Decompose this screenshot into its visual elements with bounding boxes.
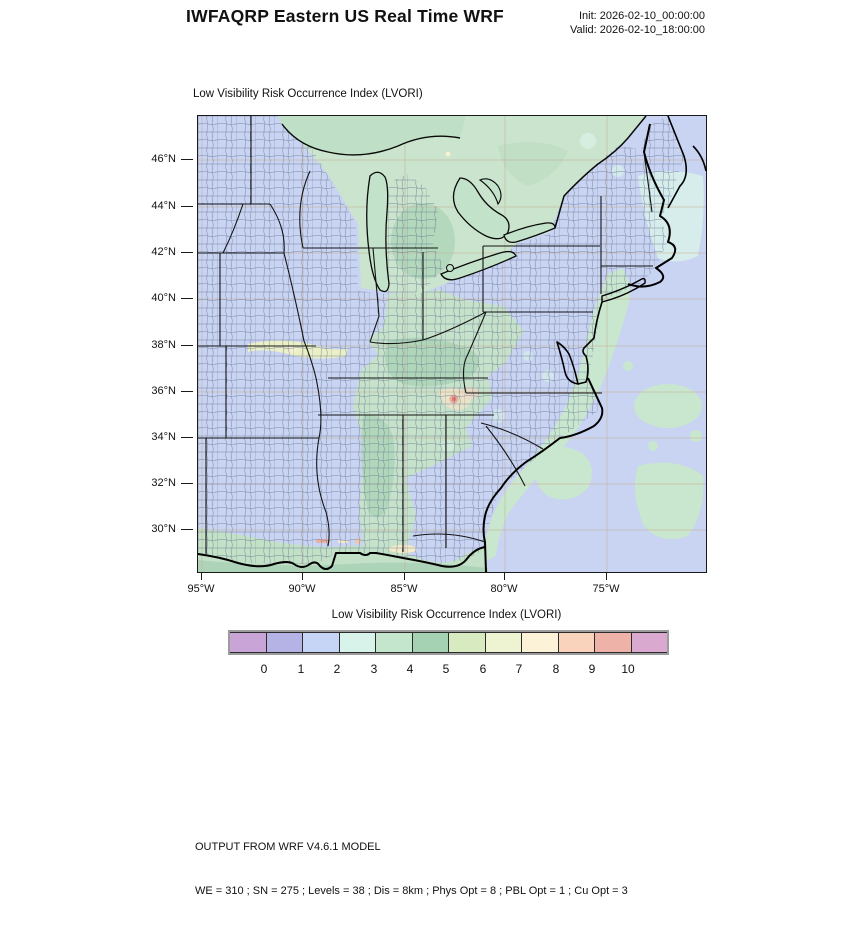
colorbar-tick: 5 [442,662,450,676]
model-info [195,811,628,927]
lat-tick-mark [181,345,193,346]
colorbar-tick: 4 [406,662,414,676]
colorbar-tick: 3 [370,662,378,676]
lat-tick-mark [181,252,193,253]
lat-label: 32°N [151,477,176,489]
colorbar-cell [448,632,485,653]
colorbar-tick: 0 [260,662,268,676]
colorbar-cell [485,632,522,653]
colorbar-cell [375,632,412,653]
lat-label: 30°N [151,523,176,535]
lat-tick-mark [181,206,193,207]
colorbar-cell [558,632,595,653]
map-canvas [198,116,706,572]
colorbar [228,630,669,655]
lat-tick-mark [181,298,193,299]
lat-tick-mark [181,159,193,160]
lat-tick-mark [181,483,193,484]
colorbar-tick: 1 [297,662,305,676]
lat-label: 46°N [151,153,176,165]
model-info-line1: OUTPUT FROM WRF V4.6.1 MODEL [195,841,381,853]
colorbar-cell [302,632,339,653]
colorbar-cell [339,632,376,653]
lat-label: 40°N [151,292,176,304]
colorbar-tick: 6 [479,662,487,676]
lat-label: 36°N [151,385,176,397]
lon-label: 75°W [592,583,620,595]
colorbar-title: Low Visibility Risk Occurrence Index (LVORI) [331,609,562,621]
lon-label: 80°W [490,583,518,595]
lake-st-clair [447,265,454,272]
lon-label: 95°W [187,583,215,595]
colorbar-cell [594,632,631,653]
page-title: IWFAQRP Eastern US Real Time WRF [186,6,504,26]
lon-label: 90°W [288,583,316,595]
colorbar-tick: 8 [552,662,560,676]
lat-label: 44°N [151,200,176,212]
colorbar-cell [266,632,303,653]
colorbar-cell [521,632,558,653]
init-time: Init: 2026-02-10_00:00:00 [579,10,705,22]
lat-tick-mark [181,437,193,438]
lat-tick-mark [181,529,193,530]
model-info-line2: WE = 310 ; SN = 275 ; Levels = 38 ; Dis = 8km ; Phys Opt = 8 ; PBL Opt = 1 ; Cu Opt = 3 [195,884,628,897]
colorbar-tick: 10 [621,662,635,676]
colorbar-tick: 7 [515,662,523,676]
lvori-map [197,115,707,573]
colorbar-cell [230,632,266,653]
map-title: Low Visibility Risk Occurrence Index (LVORI) [193,88,423,100]
lat-label: 38°N [151,339,176,351]
lat-tick-mark [181,391,193,392]
lat-label: 34°N [151,431,176,443]
lon-label: 85°W [390,583,418,595]
run-times [430,9,705,37]
colorbar-cell [412,632,449,653]
colorbar-tick: 9 [588,662,596,676]
lat-label: 42°N [151,246,176,258]
colorbar-cell [631,632,668,653]
colorbar-tick: 2 [333,662,341,676]
valid-time: Valid: 2026-02-10_18:00:00 [570,24,705,36]
